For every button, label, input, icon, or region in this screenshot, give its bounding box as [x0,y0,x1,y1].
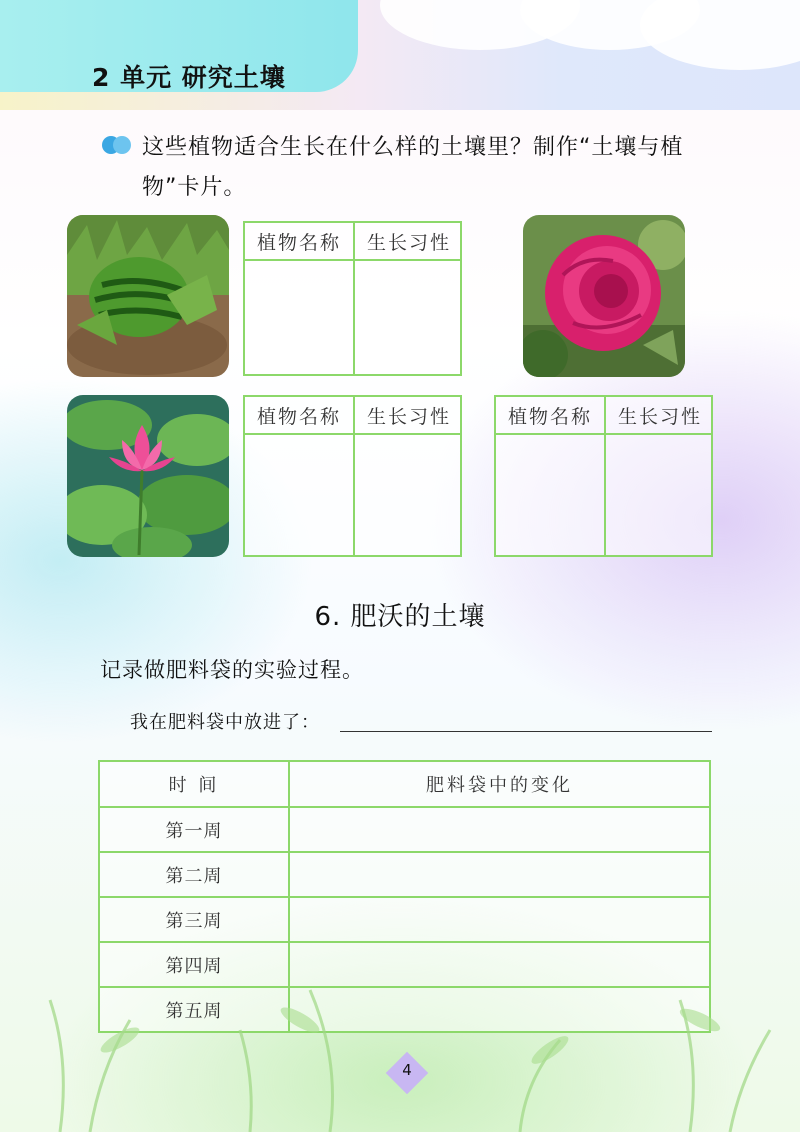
column-header-change: 肥料袋中的变化 [289,761,710,807]
change-cell[interactable] [289,852,710,897]
table-header-row [99,761,710,807]
grass-decoration [0,940,800,1132]
table-row [99,852,710,897]
watermelon-photo [67,215,229,377]
card-label-name: 植物名称 [256,232,341,254]
week-label: 第一周 [99,807,289,852]
table-row [99,807,710,852]
week-label: 第二周 [99,852,289,897]
change-cell[interactable] [289,807,710,852]
table-row [99,897,710,942]
plant-card [243,221,462,376]
answer-blank-line[interactable] [340,731,712,732]
rose-photo [523,215,685,377]
page-number: 4 [402,1061,412,1079]
record-instruction: 记录做肥料袋的实验过程。 [100,658,364,682]
card-label-habit: 生长习性 [617,406,702,428]
card-label-habit: 生长习性 [366,406,451,428]
change-cell[interactable] [289,897,710,942]
column-header-time: 时 间 [99,761,289,807]
lotus-photo [67,395,229,557]
question-text: 这些植物适合生长在什么样的土壤里？制作“土壤与植物”卡片。 [142,135,684,200]
card-label-name: 植物名称 [507,406,592,428]
week-label: 第三周 [99,897,289,942]
bullet-icon [102,136,132,154]
card-label-name: 植物名称 [256,406,341,428]
card-label-habit: 生长习性 [366,232,451,254]
section-title: 6. 肥沃的土壤 [314,602,486,632]
plant-card [243,395,462,557]
plant-card [494,395,713,557]
unit-title: 2 单元 研究土壤 [92,63,286,92]
week-label: 第五周 [99,987,289,1032]
week-label: 第四周 [99,942,289,987]
put-in-label: 我在肥料袋中放进了： [130,712,320,733]
